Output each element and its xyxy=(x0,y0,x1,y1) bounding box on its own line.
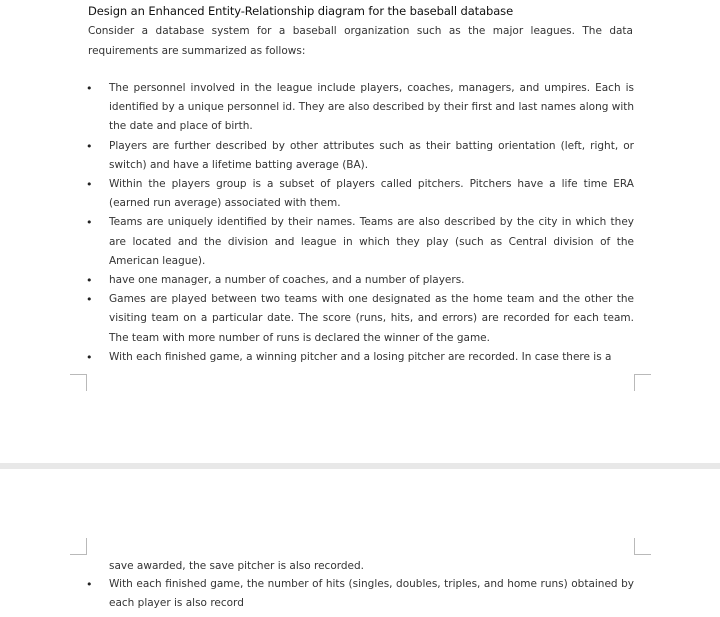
list-item-text: Teams are uniquely identified by their names. Teams are also described by the city in which they are located and the division and league in which they play (such as Central division of the American league). xyxy=(109,216,634,267)
list-item-text: With each finished game, the number of hits (singles, doubles, triples, and home runs) obtained by each player is also record xyxy=(109,578,634,610)
list-item xyxy=(88,137,634,175)
document-title: Design an Enhanced Entity-Relationship diagram for the baseball database xyxy=(88,4,514,18)
bullet-icon: • xyxy=(86,216,93,230)
list-item-text: Games are played between two teams with one designated as the home team and the other the visiting team on a particular date. The score (runs, hits, and errors) are recorded for each team. The team with more number of runs is declared the winner of the game. xyxy=(109,293,634,344)
list-item-text: have one manager, a number of coaches, and a number of players. xyxy=(109,274,465,287)
page-corner-mark-bottom-left xyxy=(70,538,87,555)
bullet-icon: • xyxy=(86,274,93,288)
bullet-icon: • xyxy=(86,350,93,364)
bullet-icon: • xyxy=(86,178,93,192)
page-corner-mark-top-left xyxy=(70,374,87,391)
list-item-text: With each finished game, a winning pitcher and a losing pitcher are recorded. In case there is a xyxy=(109,350,612,363)
list-item xyxy=(88,290,634,348)
page-corner-mark-bottom-right xyxy=(634,538,651,555)
page-corner-mark-top-right xyxy=(634,374,651,391)
list-item-text: The personnel involved in the league include players, coaches, managers, and umpires. Each is identified by a unique personnel id. They are also described by their first and last names along with the date and place of birth. xyxy=(109,82,635,133)
list-item-text: Players are further described by other attributes such as their batting orientation (left, right, or switch) and have a lifetime batting average (BA). xyxy=(109,139,634,171)
page-break-gap xyxy=(0,463,720,469)
list-item xyxy=(88,79,634,137)
list-item xyxy=(88,271,634,290)
bullet-icon: • xyxy=(86,82,93,95)
continued-text: save awarded, the save pitcher is also recorded. xyxy=(109,560,365,572)
list-item xyxy=(88,175,634,213)
bullet-icon: • xyxy=(86,293,93,307)
bullet-icon: • xyxy=(86,139,93,153)
list-item-text: Within the players group is a subset of players called pitchers. Pitchers have a life time ERA (earned run average) associated with them. xyxy=(109,178,634,210)
list-item xyxy=(88,348,634,367)
list-item xyxy=(88,575,634,613)
requirements-list xyxy=(88,79,634,367)
bullet-icon: • xyxy=(86,578,93,591)
requirements-list-continued xyxy=(88,575,634,613)
list-item xyxy=(88,213,634,271)
intro-paragraph: Consider a database system for a baseball organization such as the major leagues. The data requirements are summarized as follows: xyxy=(88,25,633,57)
